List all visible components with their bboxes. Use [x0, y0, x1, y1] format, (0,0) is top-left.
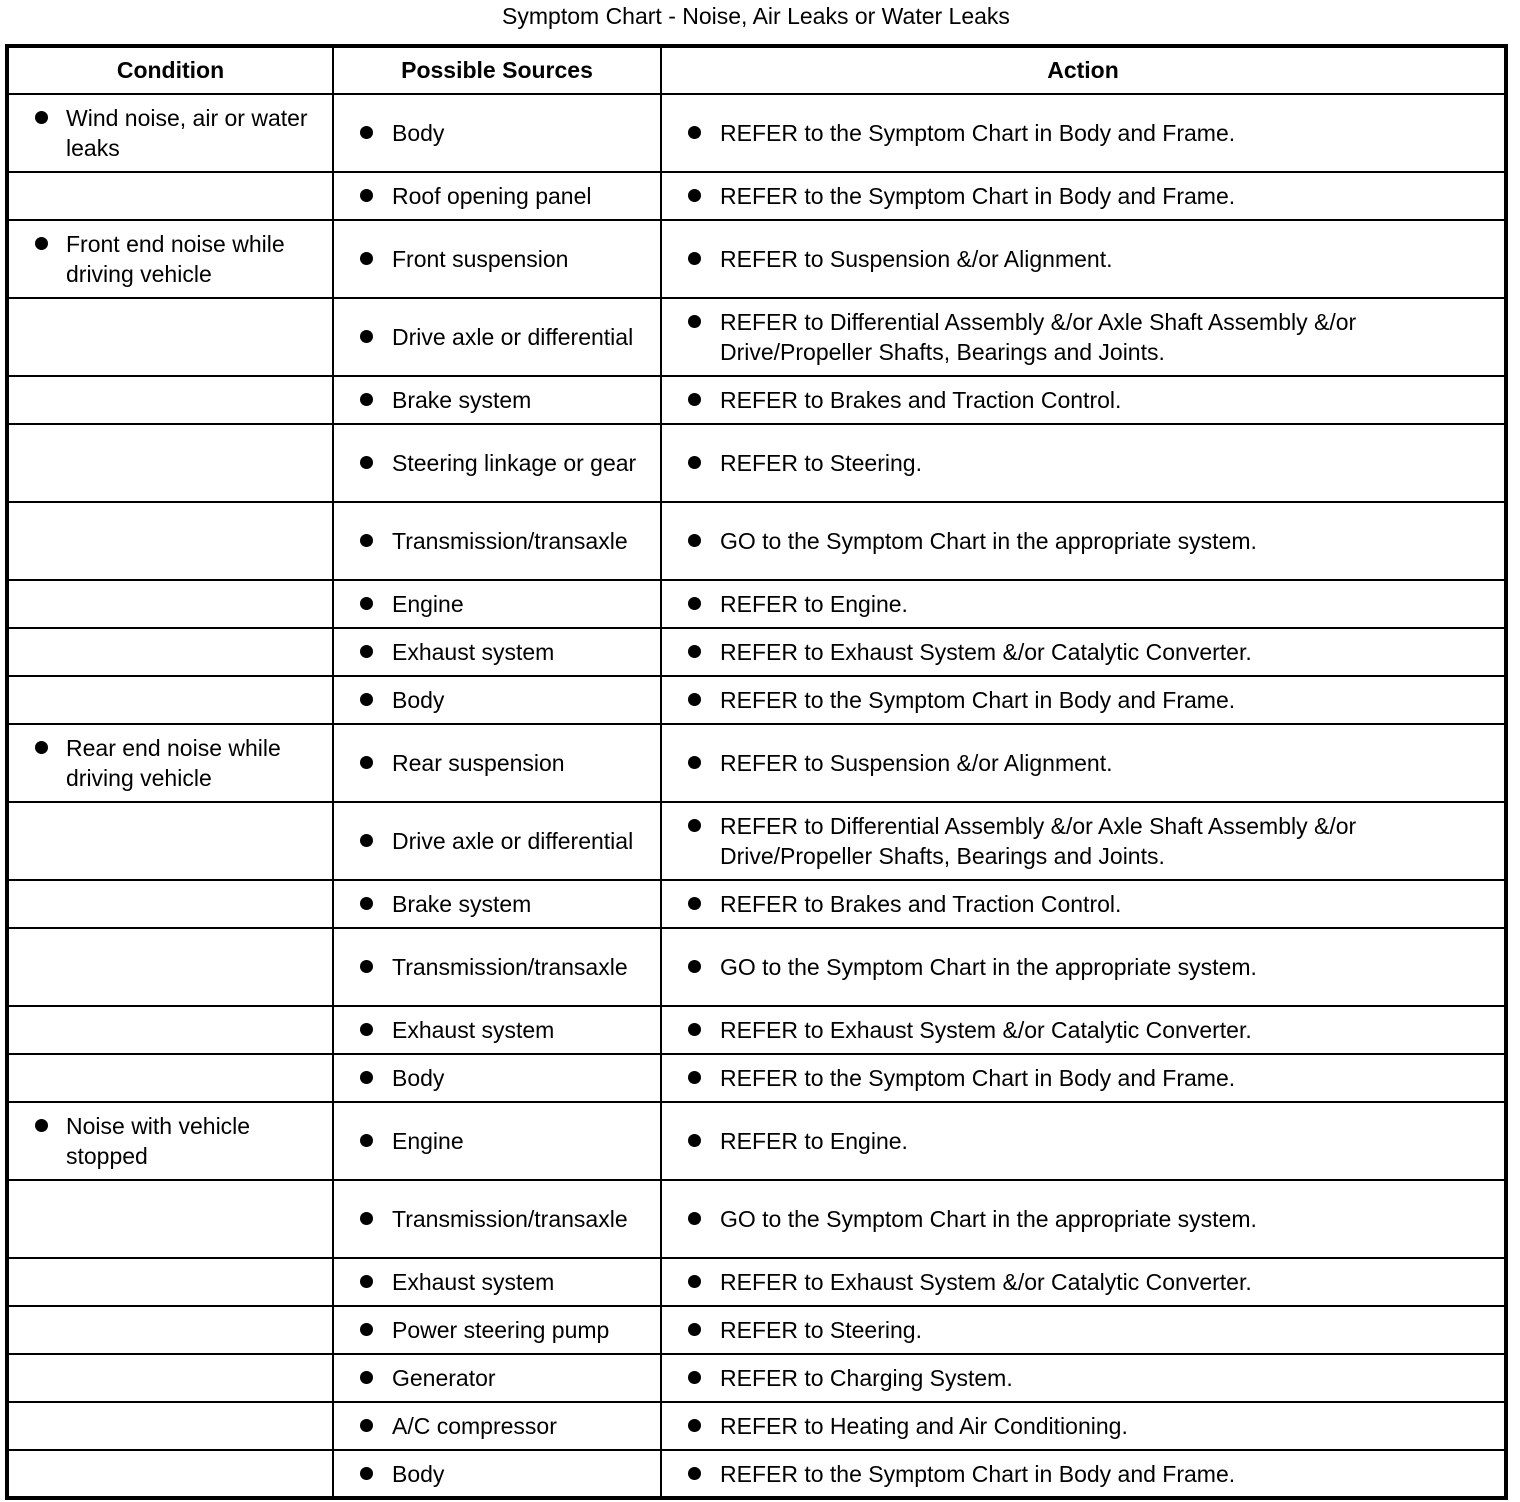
action-cell — [661, 172, 1506, 220]
table-row — [7, 1180, 1506, 1258]
action-cell — [661, 724, 1506, 802]
source-cell — [333, 1054, 661, 1102]
table-row — [7, 580, 1506, 628]
table-row — [7, 1006, 1506, 1054]
action-text: REFER to Exhaust System &/or Catalytic Converter. — [662, 637, 1504, 667]
source-cell — [333, 1180, 661, 1258]
header-possible-sources: Possible Sources — [333, 46, 661, 94]
source-text: Body — [334, 1459, 660, 1489]
condition-cell — [7, 676, 333, 724]
page-title: Symptom Chart - Noise, Air Leaks or Water Leaks — [502, 3, 1010, 29]
source-text: Generator — [334, 1363, 660, 1393]
source-text: Body — [334, 1063, 660, 1093]
condition-cell — [7, 928, 333, 1006]
action-cell — [661, 628, 1506, 676]
condition-cell — [7, 502, 333, 580]
action-text: REFER to the Symptom Chart in Body and Frame. — [662, 118, 1504, 148]
table-row — [7, 1354, 1506, 1402]
condition-cell — [7, 172, 333, 220]
table-row — [7, 802, 1506, 880]
condition-cell — [7, 1054, 333, 1102]
action-text: REFER to Differential Assembly &/or Axle Shaft Assembly &/or Drive/Propeller Shafts, Bearings and Joints. — [662, 307, 1504, 367]
action-cell — [661, 1306, 1506, 1354]
table-row — [7, 1102, 1506, 1180]
source-text: Exhaust system — [334, 1267, 660, 1297]
action-text: REFER to Brakes and Traction Control. — [662, 889, 1504, 919]
table-row — [7, 1450, 1506, 1498]
source-text: Drive axle or differential — [334, 322, 660, 352]
table-row — [7, 424, 1506, 502]
action-cell — [661, 1354, 1506, 1402]
action-text: REFER to the Symptom Chart in Body and Frame. — [662, 181, 1504, 211]
table-row — [7, 502, 1506, 580]
table-row — [7, 298, 1506, 376]
condition-cell — [7, 1180, 333, 1258]
source-cell — [333, 220, 661, 298]
source-cell — [333, 676, 661, 724]
action-text: REFER to Suspension &/or Alignment. — [662, 244, 1504, 274]
action-cell — [661, 424, 1506, 502]
condition-cell — [7, 424, 333, 502]
source-text: Engine — [334, 1126, 660, 1156]
action-cell — [661, 376, 1506, 424]
action-text: REFER to Differential Assembly &/or Axle Shaft Assembly &/or Drive/Propeller Shafts, Bearings and Joints. — [662, 811, 1504, 871]
source-text: Brake system — [334, 889, 660, 919]
source-cell — [333, 298, 661, 376]
action-text: REFER to Charging System. — [662, 1363, 1504, 1393]
source-text: Roof opening panel — [334, 181, 660, 211]
header-action: Action — [661, 46, 1506, 94]
source-text: Body — [334, 118, 660, 148]
table-row — [7, 220, 1506, 298]
action-text: GO to the Symptom Chart in the appropriate system. — [662, 526, 1504, 556]
condition-cell — [7, 1258, 333, 1306]
source-cell — [333, 724, 661, 802]
action-text: REFER to Heating and Air Conditioning. — [662, 1411, 1504, 1441]
source-cell — [333, 628, 661, 676]
condition-cell — [7, 802, 333, 880]
action-cell — [661, 676, 1506, 724]
action-cell — [661, 1102, 1506, 1180]
table-row — [7, 1402, 1506, 1450]
table-row — [7, 928, 1506, 1006]
condition-cell — [7, 1450, 333, 1498]
condition-cell — [7, 1102, 333, 1180]
condition-cell — [7, 580, 333, 628]
source-cell — [333, 1306, 661, 1354]
header-condition: Condition — [7, 46, 333, 94]
source-cell — [333, 580, 661, 628]
action-cell — [661, 298, 1506, 376]
table-row — [7, 1054, 1506, 1102]
condition-cell — [7, 376, 333, 424]
table-row — [7, 1306, 1506, 1354]
action-text: REFER to Exhaust System &/or Catalytic Converter. — [662, 1015, 1504, 1045]
action-text: REFER to Exhaust System &/or Catalytic Converter. — [662, 1267, 1504, 1297]
action-text: REFER to the Symptom Chart in Body and Frame. — [662, 685, 1504, 715]
action-text: REFER to Steering. — [662, 448, 1504, 478]
symptom-chart-table — [5, 44, 1508, 1500]
table-row — [7, 724, 1506, 802]
action-cell — [661, 1450, 1506, 1498]
source-text: Drive axle or differential — [334, 826, 660, 856]
table-body — [7, 94, 1506, 1498]
action-cell — [661, 580, 1506, 628]
table-row — [7, 676, 1506, 724]
action-text: REFER to Steering. — [662, 1315, 1504, 1345]
source-cell — [333, 502, 661, 580]
action-text: REFER to Brakes and Traction Control. — [662, 385, 1504, 415]
source-cell — [333, 424, 661, 502]
condition-cell — [7, 1354, 333, 1402]
action-text: REFER to Suspension &/or Alignment. — [662, 748, 1504, 778]
source-text: Power steering pump — [334, 1315, 660, 1345]
source-text: Front suspension — [334, 244, 660, 274]
condition-text: Wind noise, air or water leaks — [9, 103, 332, 163]
table-row — [7, 376, 1506, 424]
action-cell — [661, 928, 1506, 1006]
action-cell — [661, 1180, 1506, 1258]
condition-cell — [7, 94, 333, 172]
source-cell — [333, 1402, 661, 1450]
condition-cell — [7, 1402, 333, 1450]
condition-text: Front end noise while driving vehicle — [9, 229, 332, 289]
source-text: Transmission/transaxle — [334, 1204, 660, 1234]
table-row — [7, 1258, 1506, 1306]
source-cell — [333, 1102, 661, 1180]
action-text: GO to the Symptom Chart in the appropriate system. — [662, 1204, 1504, 1234]
source-cell — [333, 1006, 661, 1054]
source-text: A/C compressor — [334, 1411, 660, 1441]
source-cell — [333, 172, 661, 220]
source-cell — [333, 94, 661, 172]
table-row — [7, 880, 1506, 928]
action-cell — [661, 1006, 1506, 1054]
source-text: Transmission/transaxle — [334, 526, 660, 556]
condition-cell — [7, 880, 333, 928]
action-cell — [661, 802, 1506, 880]
action-cell — [661, 1402, 1506, 1450]
condition-cell — [7, 220, 333, 298]
action-cell — [661, 502, 1506, 580]
source-cell — [333, 880, 661, 928]
source-cell — [333, 1258, 661, 1306]
table-row — [7, 172, 1506, 220]
source-cell — [333, 928, 661, 1006]
action-cell — [661, 94, 1506, 172]
condition-cell — [7, 1006, 333, 1054]
condition-text: Noise with vehicle stopped — [9, 1111, 332, 1171]
action-text: GO to the Symptom Chart in the appropriate system. — [662, 952, 1504, 982]
source-text: Exhaust system — [334, 1015, 660, 1045]
source-text: Exhaust system — [334, 637, 660, 667]
condition-cell — [7, 298, 333, 376]
action-text: REFER to the Symptom Chart in Body and Frame. — [662, 1459, 1504, 1489]
action-cell — [661, 880, 1506, 928]
source-cell — [333, 376, 661, 424]
header-row — [7, 46, 1506, 94]
action-text: REFER to the Symptom Chart in Body and Frame. — [662, 1063, 1504, 1093]
table-row — [7, 94, 1506, 172]
source-text: Brake system — [334, 385, 660, 415]
action-text: REFER to Engine. — [662, 1126, 1504, 1156]
source-text: Steering linkage or gear — [334, 448, 660, 478]
source-text: Engine — [334, 589, 660, 619]
condition-cell — [7, 1306, 333, 1354]
condition-text: Rear end noise while driving vehicle — [9, 733, 332, 793]
source-text: Body — [334, 685, 660, 715]
action-text: REFER to Engine. — [662, 589, 1504, 619]
source-text: Transmission/transaxle — [334, 952, 660, 982]
source-cell — [333, 1450, 661, 1498]
action-cell — [661, 220, 1506, 298]
condition-cell — [7, 628, 333, 676]
table-row — [7, 628, 1506, 676]
source-cell — [333, 1354, 661, 1402]
condition-cell — [7, 724, 333, 802]
action-cell — [661, 1054, 1506, 1102]
action-cell — [661, 1258, 1506, 1306]
source-cell — [333, 802, 661, 880]
source-text: Rear suspension — [334, 748, 660, 778]
